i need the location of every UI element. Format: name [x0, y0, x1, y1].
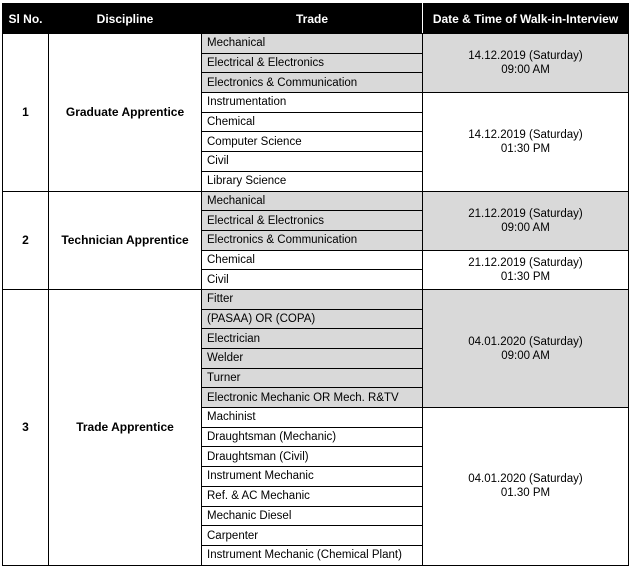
trade-cell: Instrument Mechanic (Chemical Plant): [202, 545, 423, 565]
header-row: [3, 4, 629, 34]
trade-cell: Chemical: [202, 250, 423, 270]
interview-date-time-cell: [423, 191, 629, 250]
table-row: [3, 289, 629, 309]
trade-cell: Fitter: [202, 289, 423, 309]
trade-cell: Instrumentation: [202, 93, 423, 113]
trade-cell: Electronic Mechanic OR Mech. R&TV: [202, 388, 423, 408]
interview-date-time-cell: [423, 289, 629, 407]
interview-date: 14.12.2019 (Saturday): [468, 128, 583, 141]
trade-cell: Chemical: [202, 112, 423, 132]
discipline-cell: Trade Apprentice: [49, 289, 202, 565]
sl-no-cell: 2: [3, 191, 49, 289]
trade-cell: Ref. & AC Mechanic: [202, 486, 423, 506]
table-row: [3, 191, 629, 211]
trade-cell: Turner: [202, 368, 423, 388]
trade-cell: Machinist: [202, 408, 423, 428]
interview-date: 04.01.2020 (Saturday): [468, 473, 583, 486]
interview-time: 01.30 PM: [500, 487, 551, 500]
trade-cell: Civil: [202, 270, 423, 290]
interview-time: 01:30 PM: [500, 142, 551, 155]
schedule-body: [3, 34, 629, 566]
trade-cell: (PASAA) OR (COPA): [202, 309, 423, 329]
interview-date-time-cell: [423, 34, 629, 93]
interview-date-time-cell: [423, 93, 629, 191]
trade-cell: Mechanical: [202, 34, 423, 54]
trade-cell: Electronics & Communication: [202, 230, 423, 250]
trade-cell: Mechanic Diesel: [202, 506, 423, 526]
interview-time: 01:30 PM: [500, 270, 551, 283]
trade-cell: Welder: [202, 349, 423, 369]
interview-time: 09:00 AM: [501, 221, 550, 234]
trade-cell: Draughtsman (Mechanic): [202, 427, 423, 447]
table-row: [3, 34, 629, 54]
trade-cell: Instrument Mechanic: [202, 467, 423, 487]
interview-date: 21.12.2019 (Saturday): [468, 207, 583, 220]
discipline-cell: Technician Apprentice: [49, 191, 202, 289]
trade-cell: Carpenter: [202, 526, 423, 546]
header-sl-no: Sl No.: [3, 4, 49, 34]
sl-no-cell: 1: [3, 34, 49, 192]
interview-date: 04.01.2020 (Saturday): [468, 335, 583, 348]
trade-cell: Draughtsman (Civil): [202, 447, 423, 467]
sl-no-cell: 3: [3, 289, 49, 565]
trade-cell: Electrician: [202, 329, 423, 349]
trade-cell: Library Science: [202, 171, 423, 191]
header-discipline: Discipline: [49, 4, 202, 34]
header-trade: Trade: [202, 4, 423, 34]
interview-date-time-cell: [423, 250, 629, 289]
header-date-time: Date & Time of Walk-in-Interview: [423, 4, 629, 34]
trade-cell: Computer Science: [202, 132, 423, 152]
trade-cell: Electrical & Electronics: [202, 211, 423, 231]
interview-time: 09:00 AM: [501, 64, 550, 77]
trade-cell: Mechanical: [202, 191, 423, 211]
interview-time: 09:00 AM: [501, 349, 550, 362]
discipline-cell: Graduate Apprentice: [49, 34, 202, 192]
trade-cell: Electronics & Communication: [202, 73, 423, 93]
interview-date: 21.12.2019 (Saturday): [468, 256, 583, 269]
trade-cell: Electrical & Electronics: [202, 53, 423, 73]
interview-date: 14.12.2019 (Saturday): [468, 50, 583, 63]
walk-in-interview-schedule-table: [2, 3, 629, 566]
interview-date-time-cell: [423, 408, 629, 566]
trade-cell: Civil: [202, 152, 423, 172]
